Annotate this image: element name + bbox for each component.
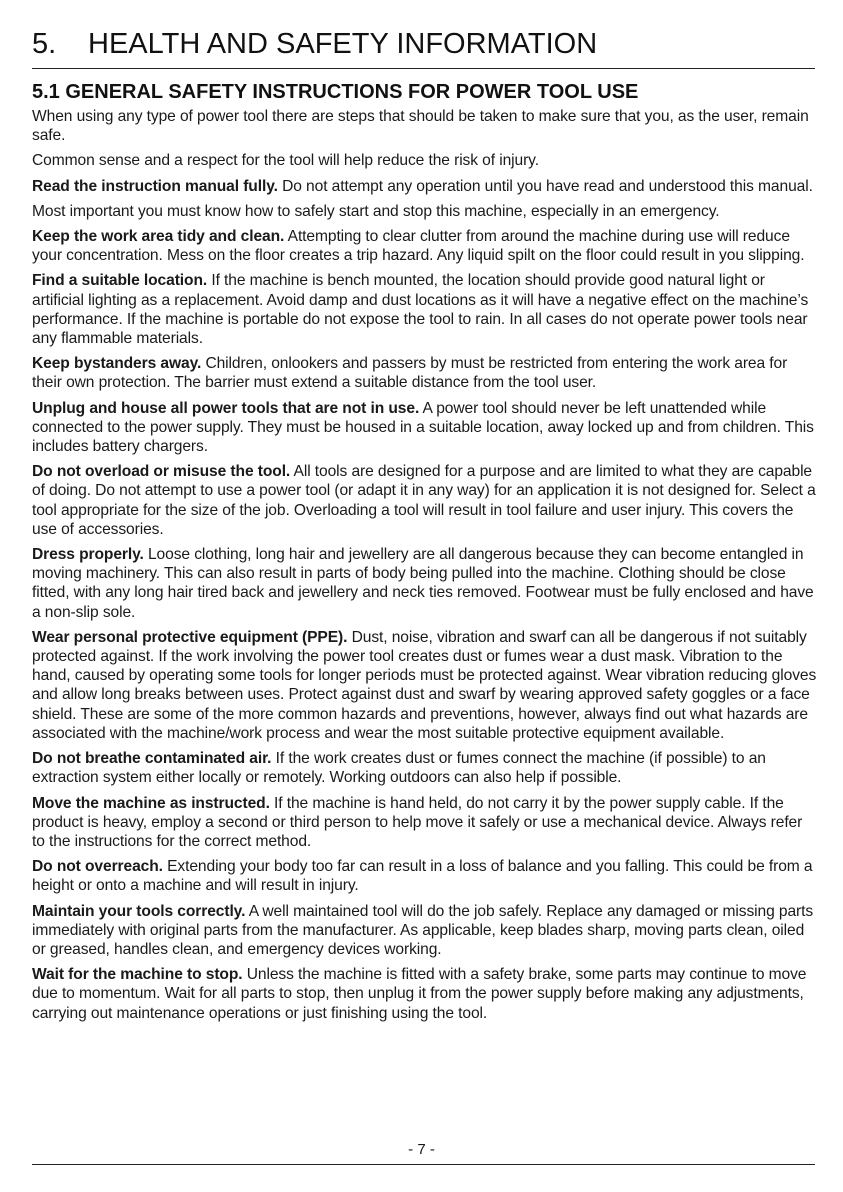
paragraph-text: Extending your body too far can result in a loss of balance and you falling. This could be from a height or onto a machine and will result in injury. (32, 858, 813, 895)
safety-instructions-body (32, 107, 817, 1029)
paragraph-lead: Move the machine as instructed. (32, 794, 270, 812)
paragraph-dress (32, 545, 817, 622)
paragraph-text: Common sense and a respect for the tool will help reduce the risk of injury. (32, 152, 539, 170)
paragraph-lead: Maintain your tools correctly. (32, 902, 246, 920)
paragraph-lead: Wear personal protective equipment (PPE). (32, 628, 348, 646)
paragraph-text: Children, onlookers and passers by must be restricted from entering the work area for their own protection. The barrier must extend a suitable distance from the tool user. (32, 355, 788, 392)
paragraph-text: Attempting to clear clutter from around the machine during use will reduce your concentration. Mess on the floor creates a trip hazard. Any liquid spilt on the floor could result in you slipping. (32, 228, 805, 265)
paragraph-maintain (32, 902, 817, 960)
paragraph-text: Loose clothing, long hair and jewellery are all dangerous because they can become entangled in moving machinery. This can also result in parts of body being pulled into the machine. Clothing should be close fitted, with any long hair tired back and jewellery and neck ties removed. Footwear must be fully enclosed and have a non-slip sole. (32, 546, 814, 621)
paragraph-ppe (32, 628, 817, 743)
paragraph-text: If the machine is hand held, do not carry it by the power supply cable. If the product is heavy, employ a second or third person to help move it safely or use a mechanical device. Always refer to the instructions for the correct method. (32, 794, 803, 850)
paragraph-lead: Do not overreach. (32, 858, 163, 876)
paragraph-lead: Find a suitable location. (32, 272, 208, 290)
paragraph-text: If the machine is bench mounted, the location should provide good natural light or artificial lighting as a replacement. Avoid damp and dust locations as it will have a negative effect on the machine’s performance. If the machine is portable do not expose the tool to rain. In all cases do not operate power tools near any flammable materials. (32, 272, 809, 348)
paragraph-overload (32, 462, 817, 539)
paragraph-move-machine (32, 794, 817, 852)
footer-divider (32, 1164, 815, 1165)
paragraph-overreach (32, 857, 817, 895)
paragraph-lead: Keep bystanders away. (32, 355, 202, 373)
paragraph-lead: Keep the work area tidy and clean. (32, 228, 285, 246)
page-number: - 7 - (408, 1141, 435, 1158)
paragraph-lead: Dress properly. (32, 546, 144, 564)
paragraph-bystanders (32, 354, 817, 392)
paragraph-lead: Do not overload or misuse the tool. (32, 463, 291, 481)
paragraph-unplug (32, 399, 817, 457)
paragraph-text: A power tool should never be left unattended while connected to the power supply. They must be housed in a suitable location, away locked up and from children. This includes battery chargers. (32, 399, 814, 456)
paragraph-location (32, 271, 817, 348)
paragraph-common-sense (32, 151, 817, 170)
heading-divider (32, 68, 815, 69)
section-heading (32, 26, 597, 62)
paragraph-lead: Unplug and house all power tools that are not in use. (32, 399, 420, 417)
paragraph-start-stop (32, 202, 817, 221)
paragraph-text: Most important you must know how to safely start and stop this machine, especially in an emergency. (32, 202, 720, 220)
section-title: HEALTH AND SAFETY INFORMATION (88, 28, 598, 60)
paragraph-wait-stop (32, 965, 817, 1023)
paragraph-text: Dust, noise, vibration and swarf can all be dangerous if not suitably protected against. If the work involving the power tool creates dust or fumes wear a dust mask. Vibration to the hand, caused by operating some tools for longer periods must be protected against. Wear vibration reducing gloves and allow long breaks between uses. Protect against dust and swarf by wearing approved safety goggles or a face shield. These are some of the more common hazards and preventions, however, always find out what hazards are associated with the machine/work process and wear the most suitable protective equipment available. (32, 628, 817, 742)
paragraph-text: A well maintained tool will do the job safely. Replace any damaged or missing parts immediately with original parts from the manufacturer. As applicable, keep blades sharp, moving parts clean, oiled or greased, handles clean, and emergency devices working. (32, 902, 814, 958)
paragraph-lead: Read the instruction manual fully. (32, 177, 278, 195)
paragraph-text: Do not attempt any operation until you have read and understood this manual. (277, 177, 813, 195)
section-number: 5. (32, 28, 57, 60)
paragraph-text: Unless the machine is fitted with a safety brake, some parts may continue to move due to momentum. Wait for all parts to stop, then unplug it from the power supply before making any adjustments, carrying out maintenance operations or just finishing using the tool. (32, 966, 807, 1022)
paragraph-text: If the work creates dust or fumes connect the machine (if possible) to an extraction system either locally or remotely. Working outdoors can also help if possible. (32, 750, 766, 787)
paragraph-read-manual (32, 177, 817, 196)
paragraph-lead: Wait for the machine to stop. (32, 966, 243, 984)
paragraph-lead: Do not breathe contaminated air. (32, 750, 272, 768)
subsection-heading: 5.1 GENERAL SAFETY INSTRUCTIONS FOR POWER TOOL USE (32, 81, 639, 103)
paragraph-text: All tools are designed for a purpose and are limited to what they are capable of doing. Do not attempt to use a power tool (or adapt it in any way) for an application it is not designed for. Select a tool appropriate for the size of the job. Overloading a tool will result in tool failure and user injury. This covers the use of accessories. (32, 463, 816, 538)
paragraph-text: When using any type of power tool there are steps that should be taken to make sure that you, as the user, remain safe. (32, 108, 809, 145)
paragraph-air (32, 749, 817, 787)
paragraph-work-area (32, 227, 817, 265)
paragraph-intro (32, 107, 817, 145)
